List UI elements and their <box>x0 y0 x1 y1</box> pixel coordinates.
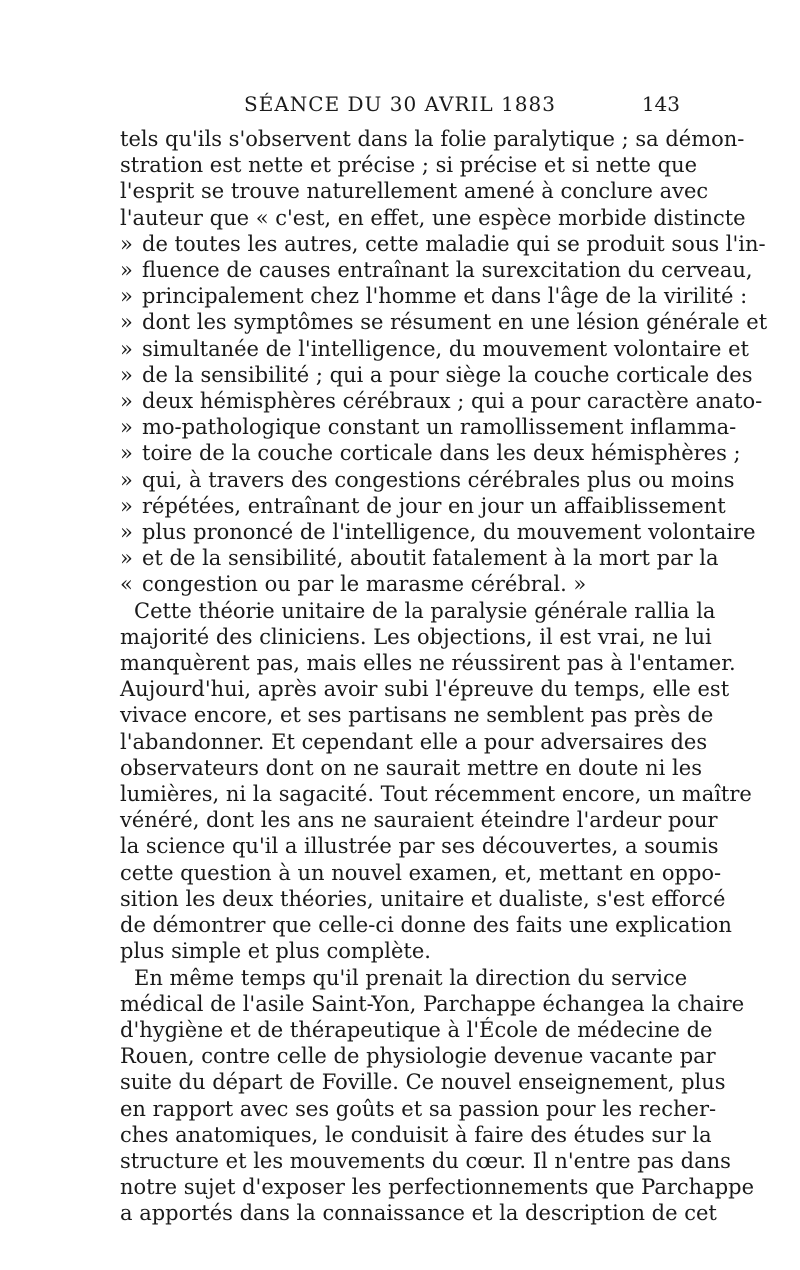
text-line: sition les deux théories, unitaire et dualiste, s'est efforcé <box>120 886 726 911</box>
text-line: a apportés dans la connaissance et la description de cet <box>120 1201 717 1226</box>
guillemet-mark: » <box>120 546 133 571</box>
guillemet-mark: » <box>120 493 133 518</box>
guillemet-mark: » <box>120 389 133 414</box>
quote-line-text: de la sensibilité ; qui a pour siège la couche corticale des <box>142 362 753 387</box>
text-line: vivace encore, et ses partisans ne semblent pas près de <box>120 703 714 728</box>
guillemet-mark: » <box>120 520 133 545</box>
quote-line-text: fluence de causes entraînant la surexcitation du cerveau, <box>142 258 753 283</box>
text-line: structure et les mouvements du cœur. Il n'entre pas dans <box>120 1148 731 1173</box>
text-line: suite du départ de Foville. Ce nouvel enseignement, plus <box>120 1070 726 1095</box>
quote-line <box>120 152 698 178</box>
text-line: cette question à un nouvel examen, et, mettant en oppo- <box>120 860 722 885</box>
text-line: médical de l'asile Saint-Yon, Parchappe échangea la chaire <box>120 991 745 1016</box>
paragraph-saint-yon <box>120 965 755 1227</box>
quote-line <box>120 440 741 466</box>
quote-line-text: mo-pathologique constant un ramollissement inflamma- <box>142 415 737 440</box>
text-line: majorité des cliniciens. Les objections, il est vrai, ne lui <box>120 624 712 649</box>
quote-line <box>120 178 709 204</box>
quote-line-text: principalement chez l'homme et dans l'âge de la virilité : <box>142 284 748 309</box>
quote-line <box>120 283 748 309</box>
guillemet-mark: « <box>120 572 133 597</box>
page-number: 143 <box>641 92 680 116</box>
quote-line-text: deux hémisphères cérébraux ; qui a pour caractère anato- <box>142 389 763 414</box>
quote-line-text: toire de la couche corticale dans les deux hémisphères ; <box>142 441 741 466</box>
guillemet-mark: » <box>120 415 133 440</box>
text-line: observateurs dont on ne saurait mettre en doute ni les <box>120 755 702 780</box>
quote-line <box>120 231 766 257</box>
guillemet-mark: » <box>120 336 133 361</box>
guillemet-mark: » <box>120 362 133 387</box>
quote-line-text: qui, à travers des congestions cérébrales plus ou moins <box>142 467 735 492</box>
text-line: vénéré, dont les ans ne sauraient éteindre l'ardeur pour <box>120 808 718 833</box>
quote-line <box>120 309 768 335</box>
text-line: plus simple et plus complète. <box>120 939 431 964</box>
guillemet-mark: » <box>120 258 133 283</box>
quote-line-text: congestion ou par le marasme cérébral. » <box>142 572 587 597</box>
quote-line <box>120 362 753 388</box>
running-head <box>120 92 680 118</box>
quote-line <box>120 126 745 152</box>
quote-line <box>120 493 726 519</box>
quote-line <box>120 336 749 362</box>
quote-line <box>120 388 763 414</box>
quote-line <box>120 571 680 597</box>
text-line: En même temps qu'il prenait la direction du service <box>134 965 688 990</box>
quote-line-text: tels qu'ils s'observent dans la folie paralytique ; sa démon- <box>120 127 745 151</box>
quote-line <box>120 545 719 571</box>
guillemet-mark: » <box>120 231 133 256</box>
quote-line <box>120 467 735 493</box>
quote-line-text: dont les symptômes se résument en une lésion générale et <box>142 310 768 335</box>
quote-line <box>120 205 746 231</box>
guillemet-mark: » <box>120 467 133 492</box>
page-text <box>120 126 768 1227</box>
text-line: Aujourd'hui, après avoir subi l'épreuve du temps, elle est <box>120 677 730 702</box>
text-line: d'hygiène et de thérapeutique à l'École de médecine de <box>120 1017 713 1042</box>
text-line: ches anatomiques, le conduisit à faire des études sur la <box>120 1122 712 1147</box>
quote-line-text: et de la sensibilité, aboutit fatalement à la mort par la <box>142 546 719 571</box>
text-line: la science qu'il a illustrée par ses découvertes, a soumis <box>120 834 719 859</box>
quote-line-text: simultanée de l'intelligence, du mouvement volontaire et <box>142 336 749 361</box>
text-line: de démontrer que celle-ci donne des faits une explication <box>120 913 732 938</box>
quote-line <box>120 257 753 283</box>
quote-line-text: répétées, entraînant de jour en jour un affaiblissement <box>142 493 726 518</box>
quote-line-text: plus prononcé de l'intelligence, du mouvement volontaire <box>142 520 756 545</box>
quote-line <box>120 414 737 440</box>
quote-line <box>120 519 756 545</box>
guillemet-mark: » <box>120 441 133 466</box>
text-line: l'abandonner. Et cependant elle a pour adversaires des <box>120 729 708 754</box>
guillemet-mark: » <box>120 310 133 335</box>
text-line: Rouen, contre celle de physiologie devenue vacante par <box>120 1044 716 1069</box>
text-line: notre sujet d'exposer les perfectionnements que Parchappe <box>120 1175 755 1200</box>
paragraph-theory-unitaire <box>120 598 752 965</box>
running-head-title: SÉANCE DU 30 AVRIL 1883 <box>244 92 556 116</box>
text-line: lumières, ni la sagacité. Tout récemment encore, un maître <box>120 782 752 807</box>
text-line: manquèrent pas, mais elles ne réussirent pas à l'entamer. <box>120 651 736 676</box>
text-line: en rapport avec ses goûts et sa passion pour les recher- <box>120 1096 717 1121</box>
quote-line-text: de toutes les autres, cette maladie qui se produit sous l'in- <box>142 231 766 256</box>
quotation-block <box>120 126 768 598</box>
guillemet-mark: » <box>120 284 133 309</box>
quote-line-text: l'auteur que « c'est, en effet, une espèce morbide distincte <box>120 205 746 230</box>
quote-line-text: l'esprit se trouve naturellement amené à conclure avec <box>120 179 709 204</box>
quote-line-text: stration est nette et précise ; si précise et si nette que <box>120 153 698 178</box>
text-line: Cette théorie unitaire de la paralysie générale rallia la <box>134 598 716 623</box>
